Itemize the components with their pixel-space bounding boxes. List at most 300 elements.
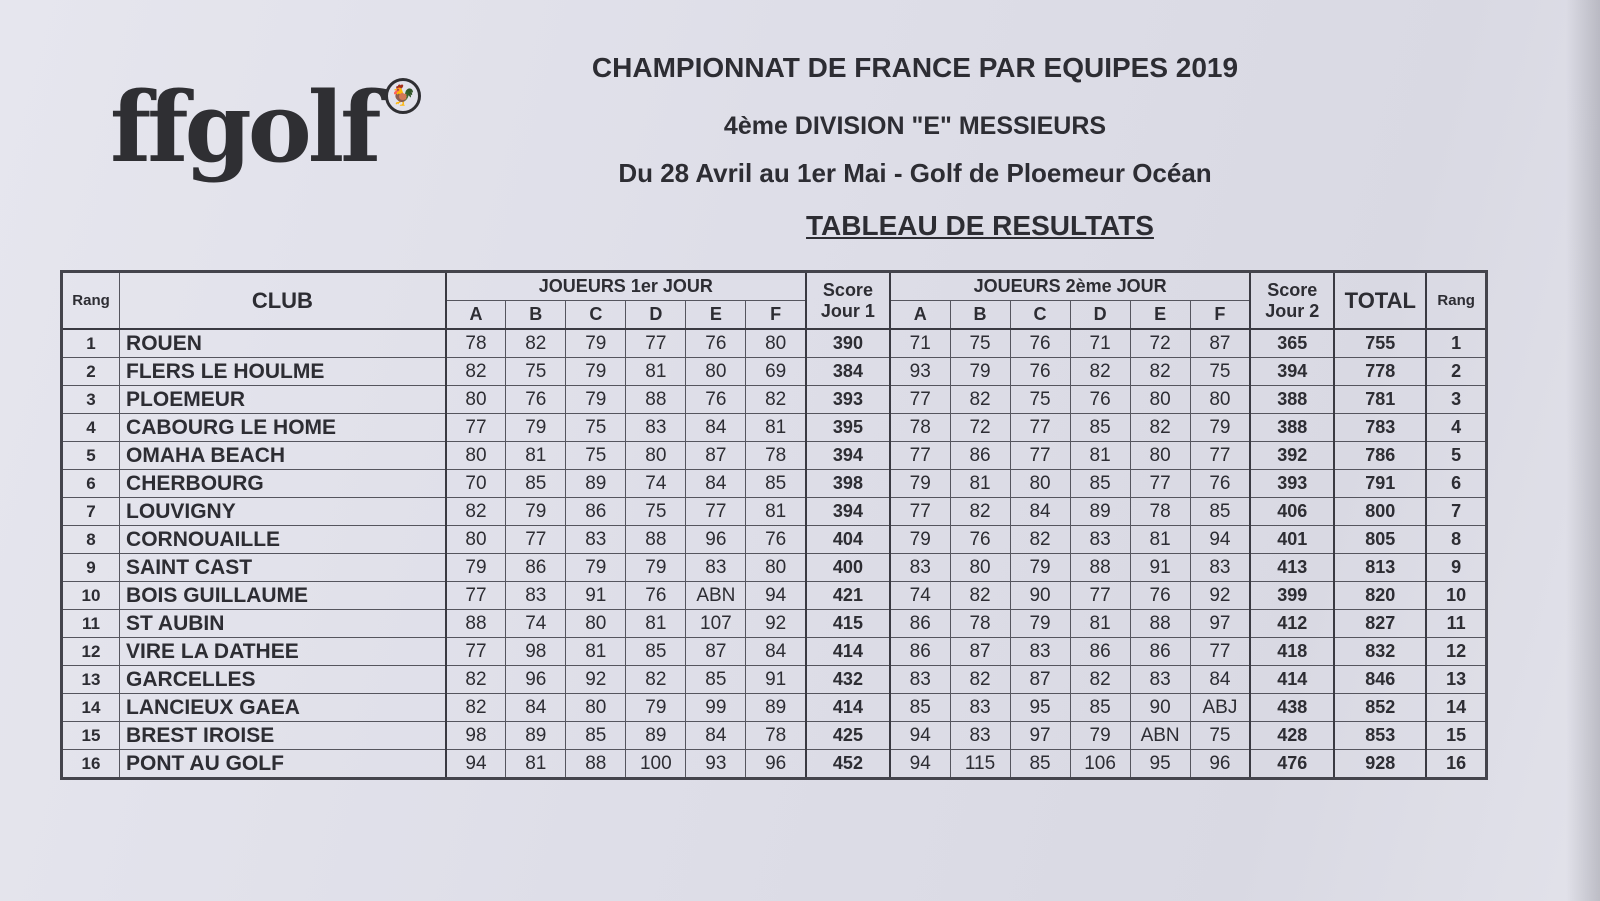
day1-score-cell: 80 [446,526,506,554]
score1-header-line2: Jour 1 [820,300,875,321]
day2-score-cell: 85 [890,694,950,722]
player-c-day2-header: C [1010,301,1070,330]
day2-score-cell: 80 [1130,442,1190,470]
day1-score-cell: 84 [686,414,746,442]
day1-score-cell: 81 [506,442,566,470]
day2-score-cell: 79 [1070,722,1130,750]
day1-score-cell: 88 [626,386,686,414]
day1-score-cell: 96 [686,526,746,554]
day2-score-cell: 79 [1010,554,1070,582]
score1-cell: 400 [806,554,890,582]
day2-score-cell: 83 [1190,554,1250,582]
day2-score-cell: 76 [1190,470,1250,498]
day1-score-cell: 80 [746,329,806,358]
score2-cell: 476 [1250,750,1334,779]
day1-score-cell: 79 [626,554,686,582]
day1-score-cell: 84 [686,722,746,750]
table-row [62,386,1487,414]
day1-score-cell: 76 [626,582,686,610]
score1-cell: 425 [806,722,890,750]
club-cell: OMAHA BEACH [120,442,446,470]
club-cell: BREST IROISE [120,722,446,750]
day2-score-cell: 83 [950,722,1010,750]
table-row [62,498,1487,526]
rank2-cell: 1 [1426,329,1486,358]
day2-score-cell: 85 [1010,750,1070,779]
club-cell: BOIS GUILLAUME [120,582,446,610]
club-cell: ROUEN [120,329,446,358]
day1-score-cell: 84 [506,694,566,722]
score1-cell: 390 [806,329,890,358]
rank-cell: 11 [62,610,120,638]
day2-score-cell: 88 [1070,554,1130,582]
day1-score-cell: 69 [746,358,806,386]
day1-score-cell: 92 [566,666,626,694]
day1-score-cell: 92 [746,610,806,638]
player-d-day2-header: D [1070,301,1130,330]
score2-cell: 365 [1250,329,1334,358]
player-c-day1-header: C [566,301,626,330]
day2-score-cell: 79 [890,526,950,554]
day1-score-cell: 78 [746,722,806,750]
score1-cell: 395 [806,414,890,442]
day1-score-cell: 76 [746,526,806,554]
document-title: CHAMPIONNAT DE FRANCE PAR EQUIPES 2019 [591,52,1239,83]
rank2-cell: 16 [1426,750,1486,779]
day1-score-cell: 85 [566,722,626,750]
score1-cell: 415 [806,610,890,638]
day1-score-cell: 100 [626,750,686,779]
player-d-day1-header: D [626,301,686,330]
day2-score-cell: 90 [1010,582,1070,610]
day1-score-cell: 81 [746,414,806,442]
day1-score-cell: 99 [686,694,746,722]
day1-score-cell: 79 [566,386,626,414]
rank2-cell: 13 [1426,666,1486,694]
score1-cell: 414 [806,638,890,666]
player-b-day2-header: B [950,301,1010,330]
rank-cell: 15 [62,722,120,750]
day1-score-cell: 96 [506,666,566,694]
day2-score-cell: 81 [1070,610,1130,638]
score1-cell: 414 [806,694,890,722]
club-cell: PONT AU GOLF [120,750,446,779]
total-header: TOTAL [1334,272,1426,330]
day1-score-cell: 87 [686,442,746,470]
total-cell: 783 [1334,414,1426,442]
day1-score-cell: 76 [686,329,746,358]
day1-score-cell: 83 [566,526,626,554]
day1-score-cell: 77 [686,498,746,526]
day2-score-cell: 115 [950,750,1010,779]
total-cell: 791 [1334,470,1426,498]
day2-score-cell: 79 [1010,610,1070,638]
table-row [62,358,1487,386]
day2-score-cell: 97 [1190,610,1250,638]
day2-score-cell: 106 [1070,750,1130,779]
score2-cell: 438 [1250,694,1334,722]
rank2-cell: 2 [1426,358,1486,386]
score2-cell: 401 [1250,526,1334,554]
rank-cell: 4 [62,414,120,442]
day2-score-cell: 77 [1070,582,1130,610]
table-row [62,526,1487,554]
day2-score-cell: 83 [1010,638,1070,666]
score2-cell: 399 [1250,582,1334,610]
rank2-cell: 8 [1426,526,1486,554]
day2-score-cell: 77 [890,442,950,470]
day2-score-cell: 80 [950,554,1010,582]
day2-score-cell: 86 [890,610,950,638]
table-row [62,638,1487,666]
rank-cell: 12 [62,638,120,666]
day2-score-cell: 75 [950,329,1010,358]
day1-score-cell: 83 [626,414,686,442]
day1-score-cell: 81 [506,750,566,779]
day2-score-cell: 77 [1010,414,1070,442]
day1-score-cell: 94 [746,582,806,610]
day1-score-cell: 83 [506,582,566,610]
day1-score-cell: 78 [446,329,506,358]
day1-score-cell: 91 [566,582,626,610]
day2-score-cell: 94 [890,722,950,750]
rang2-header: Rang [1426,272,1486,330]
rank-cell: 13 [62,666,120,694]
total-cell: 820 [1334,582,1426,610]
score2-header-line2: Jour 2 [1265,300,1320,321]
day1-score-cell: 83 [686,554,746,582]
score1-cell: 398 [806,470,890,498]
score2-cell: 388 [1250,386,1334,414]
score1-cell: 394 [806,498,890,526]
score2-cell: 393 [1250,470,1334,498]
club-cell: CABOURG LE HOME [120,414,446,442]
day2-score-cell: 77 [890,498,950,526]
rank2-cell: 5 [1426,442,1486,470]
table-row [62,666,1487,694]
club-cell: PLOEMEUR [120,386,446,414]
rank-cell: 7 [62,498,120,526]
day1-score-cell: 98 [506,638,566,666]
day2-score-cell: 75 [1010,386,1070,414]
total-cell: 778 [1334,358,1426,386]
rank-cell: 14 [62,694,120,722]
player-a-day2-header: A [890,301,950,330]
day2-score-cell: 81 [1130,526,1190,554]
day2-score-cell: 77 [1190,638,1250,666]
score2-cell: 414 [1250,666,1334,694]
day2-score-cell: 83 [950,694,1010,722]
total-cell: 852 [1334,694,1426,722]
score1-header-line1: Score [822,279,873,300]
day2-score-cell: 71 [1070,329,1130,358]
day2-score-cell: 72 [1130,329,1190,358]
day2-score-cell: 85 [1070,470,1130,498]
day2-score-cell: 83 [1130,666,1190,694]
day2-score-cell: 75 [1190,722,1250,750]
day2-score-cell: 86 [1070,638,1130,666]
day2-score-cell: 90 [1130,694,1190,722]
total-cell: 853 [1334,722,1426,750]
score2-header-line1: Score [1267,279,1318,300]
player-e-day2-header: E [1130,301,1190,330]
day1-score-cell: 82 [506,329,566,358]
day1-score-cell: 70 [446,470,506,498]
total-cell: 832 [1334,638,1426,666]
player-b-day1-header: B [506,301,566,330]
club-cell: GARCELLES [120,666,446,694]
day1-score-cell: 81 [746,498,806,526]
day1-score-cell: 74 [626,470,686,498]
day2-score-cell: 76 [1010,329,1070,358]
day1-score-cell: 75 [626,498,686,526]
day2-score-cell: 71 [890,329,950,358]
day2-score-cell: 82 [950,498,1010,526]
table-row [62,750,1487,779]
day1-score-cell: 88 [626,526,686,554]
day2-score-cell: 77 [1130,470,1190,498]
day1-score-cell: 94 [446,750,506,779]
club-cell: ST AUBIN [120,610,446,638]
player-f-day1-header: F [746,301,806,330]
day1-score-cell: 91 [746,666,806,694]
page-edge-shadow [1566,0,1600,901]
day1-score-cell: 76 [506,386,566,414]
day1-score-cell: 80 [686,358,746,386]
day2-score-cell: 77 [1010,442,1070,470]
score1-cell: 421 [806,582,890,610]
day2-score-cell: 86 [1130,638,1190,666]
table-row [62,442,1487,470]
day1-score-cell: 89 [506,722,566,750]
day1-score-cell: 79 [566,329,626,358]
total-cell: 805 [1334,526,1426,554]
day1-header: JOUEURS 1er JOUR [446,272,806,301]
score1-cell: 394 [806,442,890,470]
day2-score-cell: 83 [890,666,950,694]
club-cell: CORNOUAILLE [120,526,446,554]
day2-score-cell: 94 [1190,526,1250,554]
score1-cell: 384 [806,358,890,386]
club-header: CLUB [120,272,446,330]
day1-score-cell: 84 [746,638,806,666]
player-e-day1-header: E [686,301,746,330]
day2-score-cell: 82 [950,582,1010,610]
results-body [62,329,1487,779]
day2-score-cell: 84 [1010,498,1070,526]
day1-score-cell: 80 [566,694,626,722]
day2-score-cell: 88 [1130,610,1190,638]
table-row [62,694,1487,722]
total-cell: 813 [1334,554,1426,582]
day1-score-cell: ABN [686,582,746,610]
rank-cell: 3 [62,386,120,414]
day1-score-cell: 81 [566,638,626,666]
score2-header [1250,272,1334,330]
day2-score-cell: 82 [950,666,1010,694]
day1-score-cell: 86 [566,498,626,526]
score2-cell: 418 [1250,638,1334,666]
table-row [62,582,1487,610]
day1-score-cell: 80 [566,610,626,638]
day1-score-cell: 79 [566,554,626,582]
day2-score-cell: 85 [1190,498,1250,526]
day2-score-cell: 86 [890,638,950,666]
day2-score-cell: 74 [890,582,950,610]
day2-score-cell: 95 [1010,694,1070,722]
club-cell: LANCIEUX GAEA [120,694,446,722]
score1-cell: 393 [806,386,890,414]
day2-score-cell: 83 [890,554,950,582]
day1-score-cell: 80 [446,386,506,414]
day2-score-cell: 79 [1190,414,1250,442]
day1-score-cell: 74 [506,610,566,638]
rank2-cell: 10 [1426,582,1486,610]
day2-score-cell: ABN [1130,722,1190,750]
table-row [62,414,1487,442]
day2-score-cell: 72 [950,414,1010,442]
day2-score-cell: 76 [1010,358,1070,386]
rank2-cell: 7 [1426,498,1486,526]
day2-score-cell: 82 [1130,358,1190,386]
day2-score-cell: 89 [1070,498,1130,526]
day2-score-cell: 78 [890,414,950,442]
day1-score-cell: 88 [446,610,506,638]
rank2-cell: 3 [1426,386,1486,414]
day1-score-cell: 82 [446,358,506,386]
day2-score-cell: 83 [1070,526,1130,554]
day1-score-cell: 80 [446,442,506,470]
rank2-cell: 9 [1426,554,1486,582]
day2-score-cell: 82 [1070,666,1130,694]
table-row [62,470,1487,498]
day1-score-cell: 88 [566,750,626,779]
day2-score-cell: 97 [1010,722,1070,750]
day2-score-cell: 85 [1070,414,1130,442]
score2-cell: 392 [1250,442,1334,470]
day1-score-cell: 89 [746,694,806,722]
rank2-cell: 15 [1426,722,1486,750]
score2-cell: 412 [1250,610,1334,638]
score2-cell: 406 [1250,498,1334,526]
rank-cell: 5 [62,442,120,470]
day1-score-cell: 76 [686,386,746,414]
rank-cell: 9 [62,554,120,582]
club-cell: CHERBOURG [120,470,446,498]
day2-score-cell: 76 [1130,582,1190,610]
rank-cell: 6 [62,470,120,498]
score2-cell: 428 [1250,722,1334,750]
day1-score-cell: 96 [746,750,806,779]
total-cell: 928 [1334,750,1426,779]
rank2-cell: 11 [1426,610,1486,638]
day1-score-cell: 82 [446,694,506,722]
day1-score-cell: 78 [746,442,806,470]
division-title: 4ème DIVISION "E" MESSIEURS [723,112,1107,140]
day2-score-cell: 87 [950,638,1010,666]
day1-score-cell: 82 [626,666,686,694]
day1-score-cell: 82 [446,498,506,526]
day1-score-cell: 82 [446,666,506,694]
day1-score-cell: 80 [626,442,686,470]
day2-score-cell: ABJ [1190,694,1250,722]
day1-score-cell: 79 [626,694,686,722]
day2-score-cell: 79 [890,470,950,498]
rank-cell: 8 [62,526,120,554]
day2-score-cell: 78 [1130,498,1190,526]
club-cell: SAINT CAST [120,554,446,582]
score2-cell: 413 [1250,554,1334,582]
day2-score-cell: 77 [890,386,950,414]
rank2-cell: 12 [1426,638,1486,666]
day2-score-cell: 76 [950,526,1010,554]
day2-score-cell: 82 [950,386,1010,414]
day1-score-cell: 98 [446,722,506,750]
results-subtitle: TABLEAU DE RESULTATS [806,210,1154,241]
day2-score-cell: 87 [1190,329,1250,358]
total-cell: 827 [1334,610,1426,638]
day2-score-cell: 76 [1070,386,1130,414]
player-f-day2-header: F [1190,301,1250,330]
day2-score-cell: 81 [1070,442,1130,470]
table-row [62,722,1487,750]
rang-header: Rang [62,272,120,330]
day2-score-cell: 75 [1190,358,1250,386]
day1-score-cell: 75 [566,414,626,442]
day2-score-cell: 84 [1190,666,1250,694]
day1-score-cell: 87 [686,638,746,666]
day1-score-cell: 86 [506,554,566,582]
day1-score-cell: 89 [566,470,626,498]
day1-score-cell: 89 [626,722,686,750]
results-table [60,270,1488,780]
day1-score-cell: 79 [566,358,626,386]
day1-score-cell: 77 [446,582,506,610]
day1-score-cell: 77 [446,638,506,666]
day2-score-cell: 93 [890,358,950,386]
day1-score-cell: 79 [506,414,566,442]
day2-score-cell: 77 [1190,442,1250,470]
day1-score-cell: 81 [626,610,686,638]
score1-header [806,272,890,330]
day2-score-cell: 82 [1130,414,1190,442]
day2-score-cell: 95 [1130,750,1190,779]
rank2-cell: 4 [1426,414,1486,442]
total-cell: 781 [1334,386,1426,414]
day1-score-cell: 85 [626,638,686,666]
day1-score-cell: 85 [506,470,566,498]
day2-score-cell: 79 [950,358,1010,386]
rank2-cell: 14 [1426,694,1486,722]
total-cell: 846 [1334,666,1426,694]
rank-cell: 2 [62,358,120,386]
total-cell: 800 [1334,498,1426,526]
day1-score-cell: 75 [506,358,566,386]
day1-score-cell: 81 [626,358,686,386]
day1-score-cell: 75 [566,442,626,470]
day1-score-cell: 84 [686,470,746,498]
day1-score-cell: 79 [506,498,566,526]
club-cell: FLERS LE HOULME [120,358,446,386]
day2-score-cell: 92 [1190,582,1250,610]
day2-score-cell: 94 [890,750,950,779]
day2-score-cell: 96 [1190,750,1250,779]
club-cell: LOUVIGNY [120,498,446,526]
day1-score-cell: 77 [446,414,506,442]
rank-cell: 16 [62,750,120,779]
day2-score-cell: 91 [1130,554,1190,582]
total-cell: 755 [1334,329,1426,358]
